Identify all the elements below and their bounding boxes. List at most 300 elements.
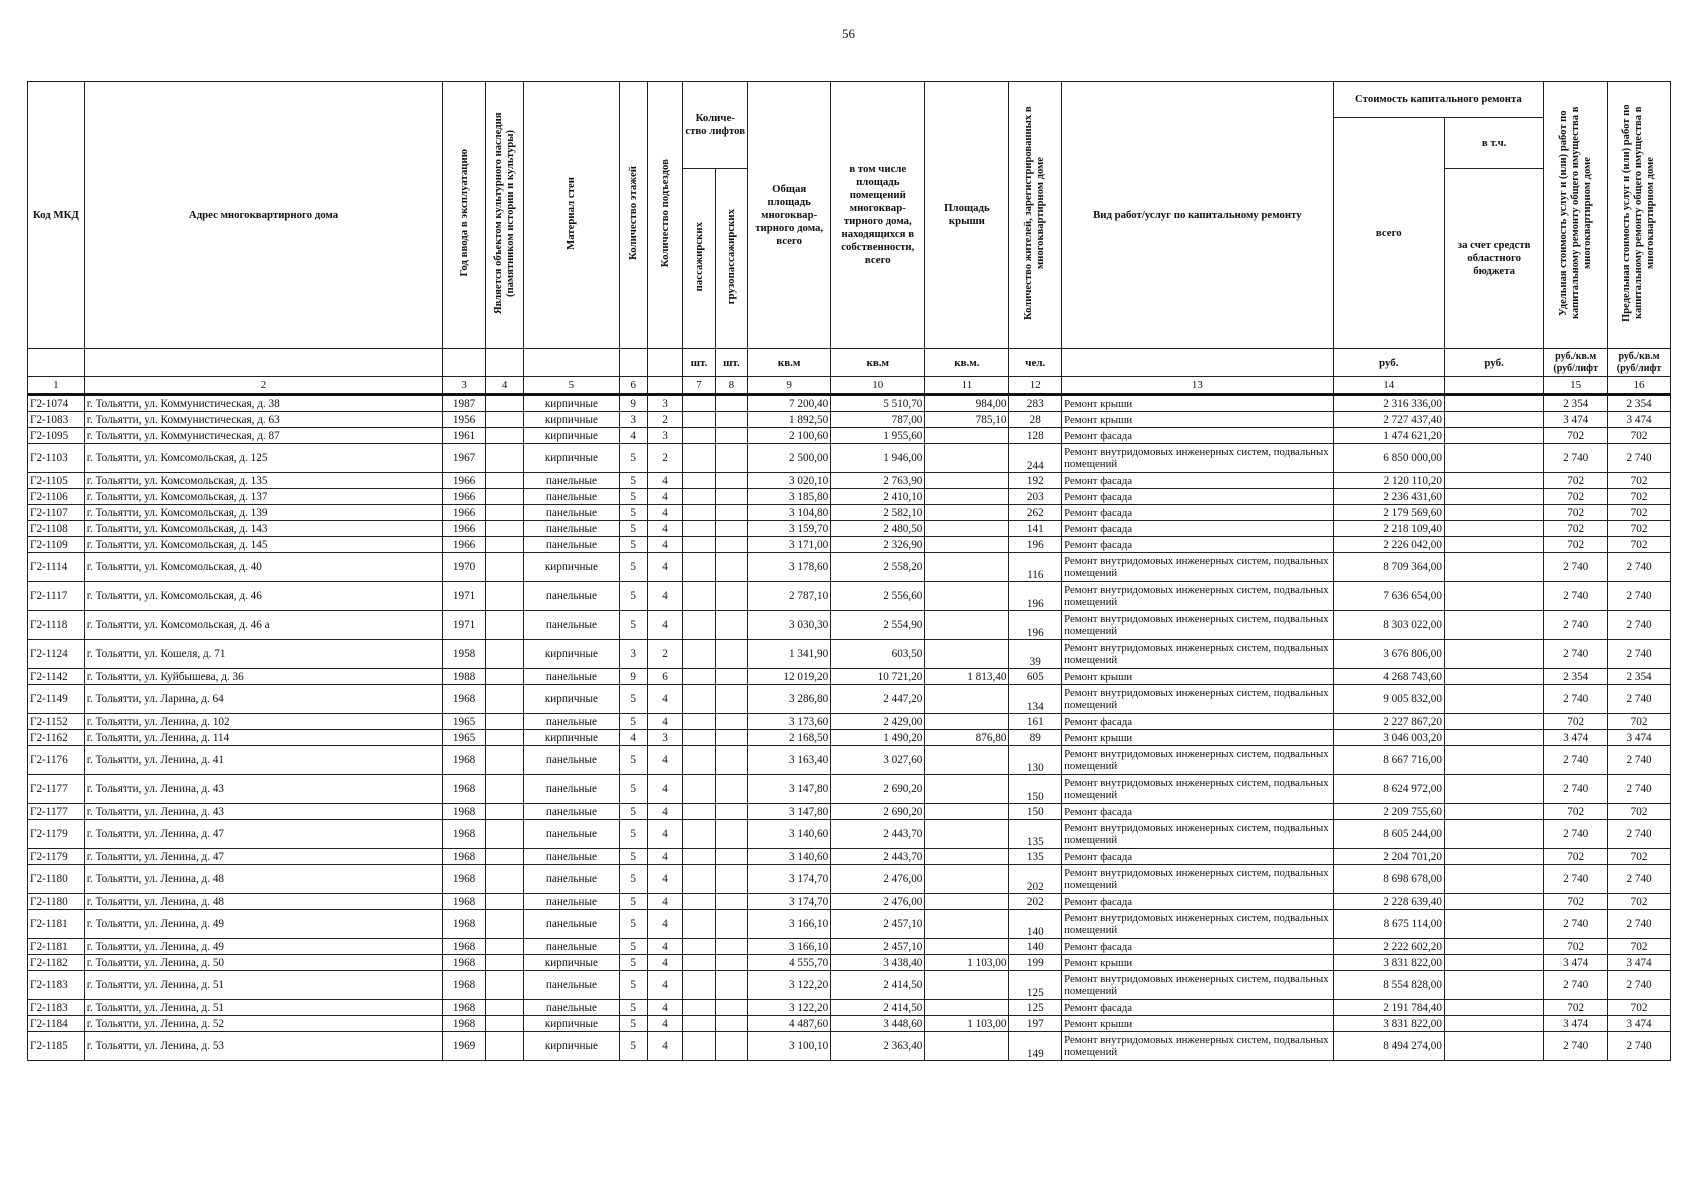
table-row (28, 553, 1671, 582)
cell-code: Г2-1114 (28, 553, 85, 582)
cell-lifts-freight (715, 775, 747, 804)
cell-lifts-passenger (683, 1016, 715, 1032)
cell-address: г. Тольятти, ул. Ленина, д. 43 (84, 775, 443, 804)
cell-total-area: 3 140,60 (748, 849, 831, 865)
table-row (28, 395, 1671, 412)
cell-work-type: Ремонт фасада (1062, 537, 1333, 553)
cell-floors: 5 (619, 1032, 647, 1061)
cell-total-area: 3 163,40 (748, 746, 831, 775)
cell-entrances: 4 (647, 553, 682, 582)
cell-heritage (485, 582, 523, 611)
cell-heritage (485, 910, 523, 939)
cell-cost-regional (1444, 611, 1543, 640)
cell-material: панельные (524, 804, 619, 820)
cell-cost-total: 3 831 822,00 (1333, 955, 1444, 971)
cell-unit-cost: 3 474 (1544, 1016, 1608, 1032)
cell-cost-regional (1444, 910, 1543, 939)
cell-material: панельные (524, 849, 619, 865)
cell-entrances: 4 (647, 521, 682, 537)
cell-owned-area: 3 438,40 (831, 955, 925, 971)
cell-year: 1968 (443, 939, 486, 955)
cell-cost-regional (1444, 714, 1543, 730)
cell-address: г. Тольятти, ул. Комсомольская, д. 145 (84, 537, 443, 553)
cell-work-type: Ремонт внутридомовых инженерных систем, подвальных помещений (1062, 910, 1333, 939)
cell-heritage (485, 804, 523, 820)
cell-residents: 125 (1009, 971, 1062, 1000)
cell-year: 1971 (443, 611, 486, 640)
cell-material: панельные (524, 775, 619, 804)
cell-address: г. Тольятти, ул. Ленина, д. 47 (84, 820, 443, 849)
table-row (28, 730, 1671, 746)
cell-lifts-passenger (683, 611, 715, 640)
cell-limit-cost: 2 740 (1608, 971, 1671, 1000)
cell-entrances: 4 (647, 489, 682, 505)
cell-roof-area (925, 894, 1009, 910)
cell-year: 1968 (443, 849, 486, 865)
cell-cost-total: 4 268 743,60 (1333, 669, 1444, 685)
cell-total-area: 7 200,40 (748, 395, 831, 412)
cell-owned-area: 3 448,60 (831, 1016, 925, 1032)
table-row (28, 444, 1671, 473)
cell-work-type: Ремонт внутридомовых инженерных систем, подвальных помещений (1062, 444, 1333, 473)
cell-cost-total: 8 624 972,00 (1333, 775, 1444, 804)
cell-limit-cost: 2 740 (1608, 444, 1671, 473)
cell-work-type: Ремонт внутридомовых инженерных систем, подвальных помещений (1062, 820, 1333, 849)
cell-material: кирпичные (524, 428, 619, 444)
header-cost-incl: в т.ч. (1444, 118, 1543, 169)
header-unit-cost: Удельная стоимость услуг и (или) работ по капитальному ремонту общего имущества в многоквартирном доме (1557, 106, 1593, 320)
cell-owned-area: 2 558,20 (831, 553, 925, 582)
cell-owned-area: 2 363,40 (831, 1032, 925, 1061)
cell-unit-cost: 702 (1544, 849, 1608, 865)
cell-total-area: 3 178,60 (748, 553, 831, 582)
cell-cost-total: 8 554 828,00 (1333, 971, 1444, 1000)
cell-entrances: 4 (647, 1016, 682, 1032)
cell-lifts-passenger (683, 537, 715, 553)
header-cost-total: всего (1333, 118, 1444, 349)
cell-floors: 5 (619, 820, 647, 849)
capital-repair-table (27, 81, 1671, 1061)
cell-year: 1968 (443, 820, 486, 849)
table-row (28, 412, 1671, 428)
cell-work-type: Ремонт фасада (1062, 473, 1333, 489)
cell-roof-area (925, 685, 1009, 714)
cell-limit-cost: 2 740 (1608, 1032, 1671, 1061)
cell-material: кирпичные (524, 1016, 619, 1032)
cell-floors: 5 (619, 537, 647, 553)
column-number: 12 (1009, 377, 1062, 395)
cell-entrances: 3 (647, 730, 682, 746)
cell-material: кирпичные (524, 395, 619, 412)
cell-code: Г2-1183 (28, 1000, 85, 1016)
cell-address: г. Тольятти, ул. Комсомольская, д. 46 а (84, 611, 443, 640)
cell-heritage (485, 746, 523, 775)
cell-limit-cost: 702 (1608, 849, 1671, 865)
cell-material: панельные (524, 746, 619, 775)
cell-roof-area: 1 103,00 (925, 955, 1009, 971)
cell-heritage (485, 473, 523, 489)
cell-code: Г2-1149 (28, 685, 85, 714)
cell-residents: 89 (1009, 730, 1062, 746)
cell-owned-area: 2 443,70 (831, 849, 925, 865)
cell-roof-area (925, 1000, 1009, 1016)
cell-year: 1988 (443, 669, 486, 685)
cell-limit-cost: 2 740 (1608, 775, 1671, 804)
cell-lifts-freight (715, 849, 747, 865)
cell-limit-cost: 702 (1608, 428, 1671, 444)
cell-entrances: 4 (647, 505, 682, 521)
cell-material: панельные (524, 820, 619, 849)
cell-total-area: 3 122,20 (748, 1000, 831, 1016)
cell-roof-area (925, 971, 1009, 1000)
cell-lifts-passenger (683, 820, 715, 849)
cell-cost-regional (1444, 971, 1543, 1000)
cell-address: г. Тольятти, ул. Ленина, д. 41 (84, 746, 443, 775)
cell-residents: 192 (1009, 473, 1062, 489)
cell-work-type: Ремонт фасада (1062, 489, 1333, 505)
cell-address: г. Тольятти, ул. Коммунистическая, д. 63 (84, 412, 443, 428)
unit-rub-sqm: руб./кв.м (руб/лифт (1608, 349, 1671, 377)
cell-limit-cost: 3 474 (1608, 955, 1671, 971)
cell-roof-area: 1 813,40 (925, 669, 1009, 685)
cell-address: г. Тольятти, ул. Коммунистическая, д. 38 (84, 395, 443, 412)
cell-limit-cost: 2 740 (1608, 582, 1671, 611)
cell-heritage (485, 669, 523, 685)
cell-roof-area (925, 865, 1009, 894)
header-cost-regional: за счет средств областного бюджета (1444, 169, 1543, 349)
cell-lifts-freight (715, 1032, 747, 1061)
table-row (28, 473, 1671, 489)
cell-code: Г2-1183 (28, 971, 85, 1000)
cell-roof-area (925, 489, 1009, 505)
cell-unit-cost: 2 740 (1544, 640, 1608, 669)
cell-lifts-freight (715, 685, 747, 714)
cell-heritage (485, 1016, 523, 1032)
cell-cost-total: 2 316 336,00 (1333, 395, 1444, 412)
cell-work-type: Ремонт внутридомовых инженерных систем, подвальных помещений (1062, 685, 1333, 714)
cell-work-type: Ремонт внутридомовых инженерных систем, подвальных помещений (1062, 582, 1333, 611)
cell-cost-total: 2 236 431,60 (1333, 489, 1444, 505)
cell-entrances: 4 (647, 804, 682, 820)
cell-floors: 5 (619, 489, 647, 505)
cell-code: Г2-1074 (28, 395, 85, 412)
cell-address: г. Тольятти, ул. Ленина, д. 49 (84, 939, 443, 955)
cell-owned-area: 1 955,60 (831, 428, 925, 444)
cell-work-type: Ремонт внутридомовых инженерных систем, подвальных помещений (1062, 865, 1333, 894)
cell-total-area: 3 140,60 (748, 820, 831, 849)
cell-lifts-freight (715, 489, 747, 505)
cell-cost-total: 6 850 000,00 (1333, 444, 1444, 473)
cell-floors: 5 (619, 553, 647, 582)
cell-roof-area (925, 820, 1009, 849)
cell-year: 1968 (443, 685, 486, 714)
cell-heritage (485, 505, 523, 521)
table-row (28, 955, 1671, 971)
table-row (28, 820, 1671, 849)
cell-cost-regional (1444, 444, 1543, 473)
column-number: 4 (485, 377, 523, 395)
cell-unit-cost: 2 740 (1544, 444, 1608, 473)
cell-limit-cost: 702 (1608, 489, 1671, 505)
cell-work-type: Ремонт фасада (1062, 505, 1333, 521)
table-row (28, 428, 1671, 444)
cell-unit-cost: 702 (1544, 489, 1608, 505)
cell-lifts-passenger (683, 775, 715, 804)
cell-entrances: 4 (647, 971, 682, 1000)
cell-limit-cost: 702 (1608, 505, 1671, 521)
cell-lifts-passenger (683, 505, 715, 521)
page-number: 56 (842, 26, 855, 41)
cell-unit-cost: 2 740 (1544, 971, 1608, 1000)
cell-unit-cost: 2 740 (1544, 865, 1608, 894)
cell-cost-regional (1444, 505, 1543, 521)
cell-work-type: Ремонт крыши (1062, 955, 1333, 971)
cell-unit-cost: 2 740 (1544, 553, 1608, 582)
cell-material: панельные (524, 910, 619, 939)
cell-address: г. Тольятти, ул. Ленина, д. 52 (84, 1016, 443, 1032)
cell-work-type: Ремонт фасада (1062, 1000, 1333, 1016)
cell-lifts-passenger (683, 955, 715, 971)
cell-work-type: Ремонт внутридомовых инженерных систем, подвальных помещений (1062, 611, 1333, 640)
column-number: 11 (925, 377, 1009, 395)
cell-owned-area: 2 414,50 (831, 1000, 925, 1016)
cell-floors: 4 (619, 730, 647, 746)
cell-residents: 125 (1009, 1000, 1062, 1016)
cell-cost-regional (1444, 775, 1543, 804)
cell-code: Г2-1185 (28, 1032, 85, 1061)
cell-lifts-passenger (683, 1032, 715, 1061)
cell-address: г. Тольятти, ул. Комсомольская, д. 143 (84, 521, 443, 537)
cell-year: 1958 (443, 640, 486, 669)
cell-lifts-freight (715, 521, 747, 537)
cell-year: 1968 (443, 804, 486, 820)
cell-address: г. Тольятти, ул. Ленина, д. 43 (84, 804, 443, 820)
table-row (28, 714, 1671, 730)
cell-floors: 5 (619, 865, 647, 894)
cell-floors: 5 (619, 746, 647, 775)
column-numbers-row (28, 377, 1671, 395)
unit-rub: руб. (1333, 349, 1444, 377)
cell-lifts-freight (715, 553, 747, 582)
cell-heritage (485, 428, 523, 444)
cell-heritage (485, 849, 523, 865)
cell-address: г. Тольятти, ул. Комсомольская, д. 137 (84, 489, 443, 505)
cell-total-area: 3 166,10 (748, 939, 831, 955)
cell-total-area: 3 147,80 (748, 804, 831, 820)
cell-cost-total: 9 005 832,00 (1333, 685, 1444, 714)
cell-owned-area: 5 510,70 (831, 395, 925, 412)
table-row (28, 746, 1671, 775)
cell-year: 1966 (443, 505, 486, 521)
cell-lifts-passenger (683, 865, 715, 894)
header-lifts-freight: грузопассажирских (725, 208, 738, 305)
cell-residents: 135 (1009, 849, 1062, 865)
cell-residents: 140 (1009, 910, 1062, 939)
column-number (647, 377, 682, 395)
cell-residents: 135 (1009, 820, 1062, 849)
cell-lifts-passenger (683, 910, 715, 939)
cell-limit-cost: 3 474 (1608, 412, 1671, 428)
cell-residents: 128 (1009, 428, 1062, 444)
column-number: 3 (443, 377, 486, 395)
cell-roof-area (925, 910, 1009, 939)
cell-code: Г2-1179 (28, 849, 85, 865)
cell-limit-cost: 702 (1608, 714, 1671, 730)
cell-code: Г2-1152 (28, 714, 85, 730)
unit-people: чел. (1009, 349, 1062, 377)
cell-entrances: 4 (647, 714, 682, 730)
cell-entrances: 4 (647, 1032, 682, 1061)
cell-code: Г2-1106 (28, 489, 85, 505)
cell-code: Г2-1118 (28, 611, 85, 640)
cell-roof-area (925, 473, 1009, 489)
cell-floors: 5 (619, 611, 647, 640)
cell-year: 1968 (443, 775, 486, 804)
cell-unit-cost: 2 740 (1544, 582, 1608, 611)
cell-limit-cost: 2 740 (1608, 746, 1671, 775)
table-row (28, 489, 1671, 505)
cell-unit-cost: 702 (1544, 1000, 1608, 1016)
cell-residents: 116 (1009, 553, 1062, 582)
cell-total-area: 3 286,80 (748, 685, 831, 714)
cell-owned-area: 2 476,00 (831, 894, 925, 910)
cell-cost-regional (1444, 428, 1543, 444)
cell-cost-total: 8 675 114,00 (1333, 910, 1444, 939)
cell-residents: 197 (1009, 1016, 1062, 1032)
column-number: 6 (619, 377, 647, 395)
cell-heritage (485, 775, 523, 804)
cell-lifts-freight (715, 804, 747, 820)
cell-work-type: Ремонт внутридомовых инженерных систем, подвальных помещений (1062, 746, 1333, 775)
cell-material: панельные (524, 505, 619, 521)
cell-limit-cost: 2 740 (1608, 820, 1671, 849)
column-number: 2 (84, 377, 443, 395)
table-row (28, 521, 1671, 537)
unit-rub-sqm: руб./кв.м (руб/лифт (1544, 349, 1608, 377)
cell-heritage (485, 971, 523, 1000)
cell-unit-cost: 702 (1544, 939, 1608, 955)
cell-year: 1966 (443, 537, 486, 553)
cell-owned-area: 10 721,20 (831, 669, 925, 685)
cell-cost-total: 2 222 602,20 (1333, 939, 1444, 955)
cell-cost-total: 7 636 654,00 (1333, 582, 1444, 611)
cell-cost-total: 2 204 701,20 (1333, 849, 1444, 865)
cell-heritage (485, 1032, 523, 1061)
cell-heritage (485, 521, 523, 537)
cell-owned-area: 3 027,60 (831, 746, 925, 775)
cell-material: панельные (524, 582, 619, 611)
cell-unit-cost: 3 474 (1544, 412, 1608, 428)
cell-address: г. Тольятти, ул. Куйбышева, д. 36 (84, 669, 443, 685)
units-row (28, 349, 1671, 377)
cell-owned-area: 2 447,20 (831, 685, 925, 714)
cell-lifts-passenger (683, 553, 715, 582)
cell-lifts-freight (715, 473, 747, 489)
cell-cost-total: 2 209 755,60 (1333, 804, 1444, 820)
cell-lifts-freight (715, 640, 747, 669)
column-number: 5 (524, 377, 619, 395)
cell-floors: 5 (619, 473, 647, 489)
cell-heritage (485, 865, 523, 894)
cell-material: панельные (524, 537, 619, 553)
cell-residents: 262 (1009, 505, 1062, 521)
cell-owned-area: 2 457,10 (831, 939, 925, 955)
cell-lifts-passenger (683, 849, 715, 865)
table-row (28, 939, 1671, 955)
cell-material: панельные (524, 611, 619, 640)
cell-floors: 5 (619, 910, 647, 939)
cell-cost-total: 8 605 244,00 (1333, 820, 1444, 849)
column-number: 10 (831, 377, 925, 395)
header-roof-area: Площадь крыши (925, 82, 1009, 349)
cell-heritage (485, 553, 523, 582)
cell-heritage (485, 820, 523, 849)
cell-cost-regional (1444, 1000, 1543, 1016)
cell-unit-cost: 702 (1544, 505, 1608, 521)
cell-cost-regional (1444, 685, 1543, 714)
cell-roof-area (925, 428, 1009, 444)
cell-residents: 28 (1009, 412, 1062, 428)
cell-lifts-freight (715, 428, 747, 444)
cell-owned-area: 1 946,00 (831, 444, 925, 473)
header-year: Год ввода в эксплуатацию (458, 149, 471, 277)
cell-cost-regional (1444, 730, 1543, 746)
cell-lifts-passenger (683, 894, 715, 910)
cell-lifts-freight (715, 412, 747, 428)
cell-lifts-freight (715, 582, 747, 611)
cell-code: Г2-1103 (28, 444, 85, 473)
cell-lifts-freight (715, 971, 747, 1000)
column-number: 8 (715, 377, 747, 395)
cell-code: Г2-1105 (28, 473, 85, 489)
header-lifts: Количе-ство лифтов (683, 82, 748, 169)
cell-work-type: Ремонт внутридомовых инженерных систем, подвальных помещений (1062, 1032, 1333, 1061)
cell-roof-area (925, 1032, 1009, 1061)
cell-year: 1965 (443, 730, 486, 746)
cell-lifts-passenger (683, 444, 715, 473)
cell-address: г. Тольятти, ул. Комсомольская, д. 135 (84, 473, 443, 489)
cell-total-area: 2 100,60 (748, 428, 831, 444)
cell-material: кирпичные (524, 640, 619, 669)
header-heritage: Является объектом культурного наследия (памятником истории и культуры) (492, 112, 516, 314)
cell-work-type: Ремонт фасада (1062, 804, 1333, 820)
cell-heritage (485, 955, 523, 971)
cell-unit-cost: 702 (1544, 473, 1608, 489)
cell-limit-cost: 702 (1608, 473, 1671, 489)
cell-unit-cost: 2 740 (1544, 820, 1608, 849)
cell-roof-area: 984,00 (925, 395, 1009, 412)
cell-work-type: Ремонт фасада (1062, 521, 1333, 537)
cell-lifts-freight (715, 395, 747, 412)
cell-lifts-passenger (683, 714, 715, 730)
header-floors: Количество этажей (627, 166, 640, 260)
cell-residents: 196 (1009, 611, 1062, 640)
cell-material: панельные (524, 971, 619, 1000)
cell-address: г. Тольятти, ул. Ленина, д. 49 (84, 910, 443, 939)
cell-lifts-passenger (683, 939, 715, 955)
header-limit-cost: Предельная стоимость услуг и (или) работ по капитальному ремонту общего имущества в многоквартирном доме (1621, 104, 1657, 322)
cell-year: 1987 (443, 395, 486, 412)
cell-floors: 5 (619, 971, 647, 1000)
cell-owned-area: 2 326,90 (831, 537, 925, 553)
cell-work-type: Ремонт внутридомовых инженерных систем, подвальных помещений (1062, 775, 1333, 804)
cell-residents: 196 (1009, 537, 1062, 553)
header-material: Материал стен (565, 176, 578, 250)
cell-total-area: 2 168,50 (748, 730, 831, 746)
cell-address: г. Тольятти, ул. Ленина, д. 51 (84, 1000, 443, 1016)
cell-material: панельные (524, 714, 619, 730)
cell-address: г. Тольятти, ул. Кошеля, д. 71 (84, 640, 443, 669)
